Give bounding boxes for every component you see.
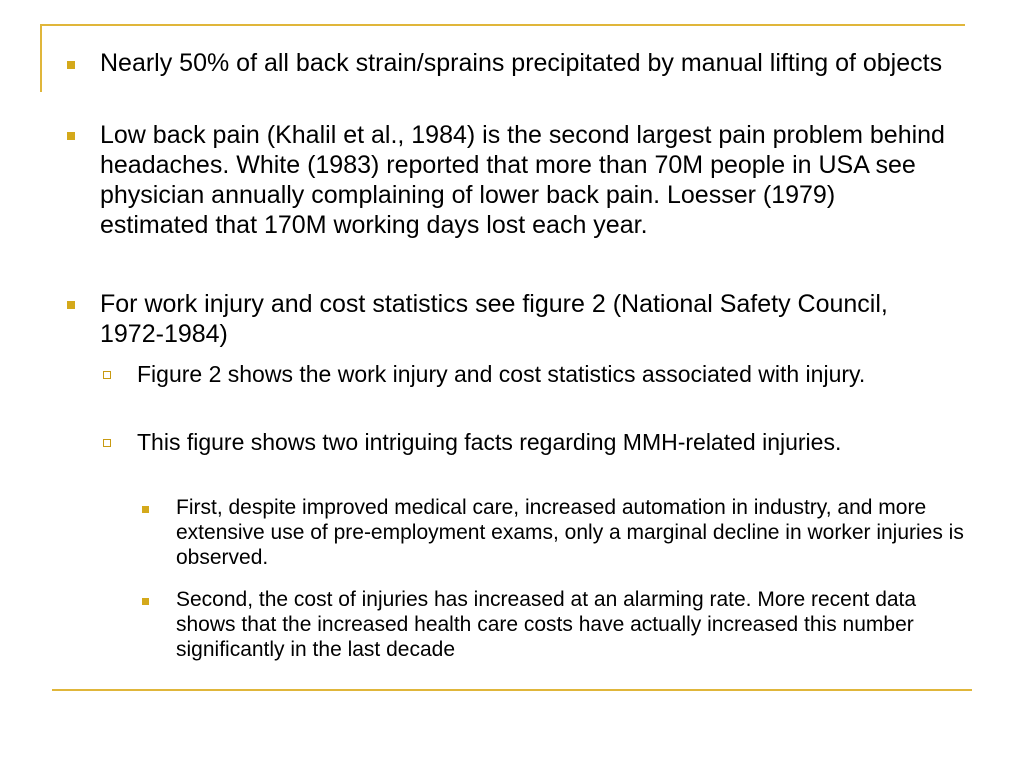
square-bullet-icon: [67, 132, 75, 140]
square-bullet-icon: [142, 598, 149, 605]
sub-sub-bullet-text: First, despite improved medical care, increased automation in industry, and more extensive use of pre-employment exams, only a marginal decline in worker injuries is observed.: [176, 496, 964, 570]
hollow-square-bullet-icon: [103, 371, 111, 379]
bullet-text: Nearly 50% of all back strain/sprains precipitated by manual lifting of objects: [100, 49, 943, 77]
sub-sub-bullet-text: Second, the cost of injuries has increased at an alarming rate. More recent data shows that the increased health care costs have actually increased this number significantly in the last decade: [176, 588, 917, 662]
square-bullet-icon: [142, 506, 149, 513]
bullet-text: For work injury and cost statistics see figure 2 (National Safety Council, 1972-1984): [100, 290, 888, 348]
bullet-text: Low back pain (Khalil et al., 1984) is the second largest pain problem behind headaches. White (1983) reported that more than 70M people in USA see physician annually complaining of lower back pain. Loesser (1979) estimated that 170M working days lost each year.: [100, 121, 945, 239]
hollow-square-bullet-icon: [103, 439, 111, 447]
square-bullet-icon: [67, 301, 75, 309]
bottom-rule: [52, 689, 972, 691]
square-bullet-icon: [67, 61, 75, 69]
sub-bullet-text: This figure shows two intriguing facts regarding MMH-related injuries.: [137, 429, 842, 455]
sub-bullet-text: Figure 2 shows the work injury and cost statistics associated with injury.: [137, 361, 866, 387]
